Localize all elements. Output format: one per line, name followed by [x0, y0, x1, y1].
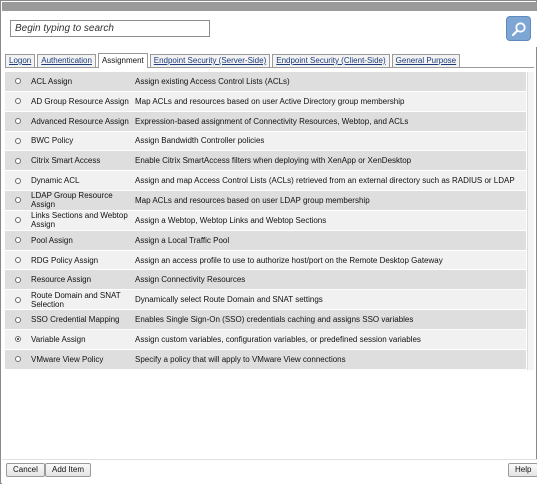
- search-area: [2, 11, 537, 47]
- item-name: Citrix Smart Access: [31, 156, 101, 166]
- item-description: Assign Connectivity Resources: [135, 275, 246, 285]
- item-name: Route Domain and SNAT Selection: [31, 290, 121, 309]
- item-name: AD Group Resource Assign: [31, 96, 129, 106]
- radio-cell: [5, 336, 31, 342]
- list-item[interactable]: [5, 211, 526, 231]
- tab-bar: [5, 53, 534, 68]
- item-name: BWC Policy: [31, 136, 74, 146]
- help-button[interactable]: Help: [508, 463, 537, 477]
- item-description: Assign existing Access Control Lists (ACLs): [135, 76, 290, 86]
- item-description: Assign a Webtop, Webtop Links and Webtop Sections: [135, 215, 327, 225]
- item-list: [5, 72, 526, 370]
- scrollbar[interactable]: [527, 72, 534, 370]
- list-item[interactable]: [5, 231, 526, 251]
- cancel-button[interactable]: Cancel: [6, 463, 45, 477]
- item-name: Resource Assign: [31, 275, 92, 285]
- item-description: Expression-based assignment of Connectivity Resources, Webtop, and ACLs: [135, 116, 409, 126]
- item-name: SSO Credential Mapping: [31, 315, 120, 325]
- item-radio[interactable]: [15, 336, 21, 342]
- add-item-button[interactable]: Add Item: [45, 463, 91, 477]
- item-name: Links Sections and Webtop Assign: [31, 211, 128, 230]
- item-description: Assign custom variables, configuration variables, or predefined session variables: [135, 334, 421, 344]
- item-radio[interactable]: [15, 297, 21, 303]
- item-radio[interactable]: [15, 356, 21, 362]
- item-name: VMware View Policy: [31, 354, 104, 364]
- item-description: Assign an access profile to use to authorize host/port on the Remote Desktop Gateway: [135, 255, 443, 265]
- tab-endpoint-security-client-side[interactable]: Endpoint Security (Client-Side): [272, 54, 389, 67]
- item-name: Advanced Resource Assign: [31, 116, 129, 126]
- radio-cell: [5, 237, 31, 243]
- item-radio[interactable]: [15, 237, 21, 243]
- radio-cell: [5, 317, 31, 323]
- list-item[interactable]: [5, 330, 526, 350]
- item-description: Assign a Local Traffic Pool: [135, 235, 230, 245]
- item-radio[interactable]: [15, 78, 21, 84]
- item-description: Assign Bandwidth Controller policies: [135, 136, 265, 146]
- radio-cell: [5, 277, 31, 283]
- magnifier-icon: [511, 21, 527, 37]
- item-description: Map ACLs and resources based on user LDAP group membership: [135, 195, 370, 205]
- search-input[interactable]: [10, 20, 210, 37]
- list-item[interactable]: [5, 350, 526, 370]
- radio-cell: [5, 356, 31, 362]
- item-radio[interactable]: [15, 197, 21, 203]
- radio-cell: [5, 138, 31, 144]
- list-item[interactable]: [5, 270, 526, 290]
- item-description: Enable Citrix SmartAccess filters when deploying with XenApp or XenDesktop: [135, 156, 412, 166]
- list-item[interactable]: [5, 92, 526, 112]
- list-item[interactable]: [5, 251, 526, 271]
- item-name: LDAP Group Resource Assign: [31, 191, 113, 210]
- tab-logon[interactable]: Logon: [5, 54, 35, 67]
- radio-cell: [5, 118, 31, 124]
- radio-cell: [5, 297, 31, 303]
- search-button[interactable]: [506, 16, 531, 41]
- list-item[interactable]: [5, 290, 526, 310]
- item-name: Pool Assign: [31, 235, 73, 245]
- item-name: RDG Policy Assign: [31, 255, 99, 265]
- item-radio[interactable]: [15, 118, 21, 124]
- tab-assignment[interactable]: Assignment: [98, 53, 148, 68]
- item-radio[interactable]: [15, 138, 21, 144]
- radio-cell: [5, 158, 31, 164]
- radio-cell: [5, 78, 31, 84]
- item-description: Map ACLs and resources based on user Active Directory group membership: [135, 96, 405, 106]
- radio-cell: [5, 178, 31, 184]
- list-item[interactable]: [5, 151, 526, 171]
- list-item[interactable]: [5, 132, 526, 152]
- tab-general-purpose[interactable]: General Purpose: [392, 54, 460, 67]
- item-radio[interactable]: [15, 217, 21, 223]
- tab-authentication[interactable]: Authentication: [37, 54, 96, 67]
- title-bar: [2, 2, 537, 11]
- item-radio[interactable]: [15, 158, 21, 164]
- item-description: Specify a policy that will apply to VMware View connections: [135, 354, 346, 364]
- list-item[interactable]: [5, 72, 526, 92]
- tab-endpoint-security-server-side[interactable]: Endpoint Security (Server-Side): [150, 54, 271, 67]
- item-radio[interactable]: [15, 178, 21, 184]
- item-radio[interactable]: [15, 277, 21, 283]
- list-item[interactable]: [5, 112, 526, 132]
- item-name: Dynamic ACL: [31, 176, 80, 186]
- item-description: Enables Single Sign-On (SSO) credentials caching and assigns SSO variables: [135, 315, 414, 325]
- item-radio[interactable]: [15, 98, 21, 104]
- radio-cell: [5, 197, 31, 203]
- list-item[interactable]: [5, 191, 526, 211]
- list-item[interactable]: [5, 171, 526, 191]
- radio-cell: [5, 257, 31, 263]
- bottom-bar: [2, 459, 537, 484]
- item-radio[interactable]: [15, 317, 21, 323]
- item-name: Variable Assign: [31, 334, 86, 344]
- item-description: Assign and map Access Control Lists (ACLs) retrieved from an external directory such as RADIUS or LDAP: [135, 176, 515, 186]
- list-item[interactable]: [5, 310, 526, 330]
- item-description: Dynamically select Route Domain and SNAT settings: [135, 295, 323, 305]
- item-radio[interactable]: [15, 257, 21, 263]
- radio-cell: [5, 98, 31, 104]
- radio-cell: [5, 217, 31, 223]
- item-name: ACL Assign: [31, 76, 73, 86]
